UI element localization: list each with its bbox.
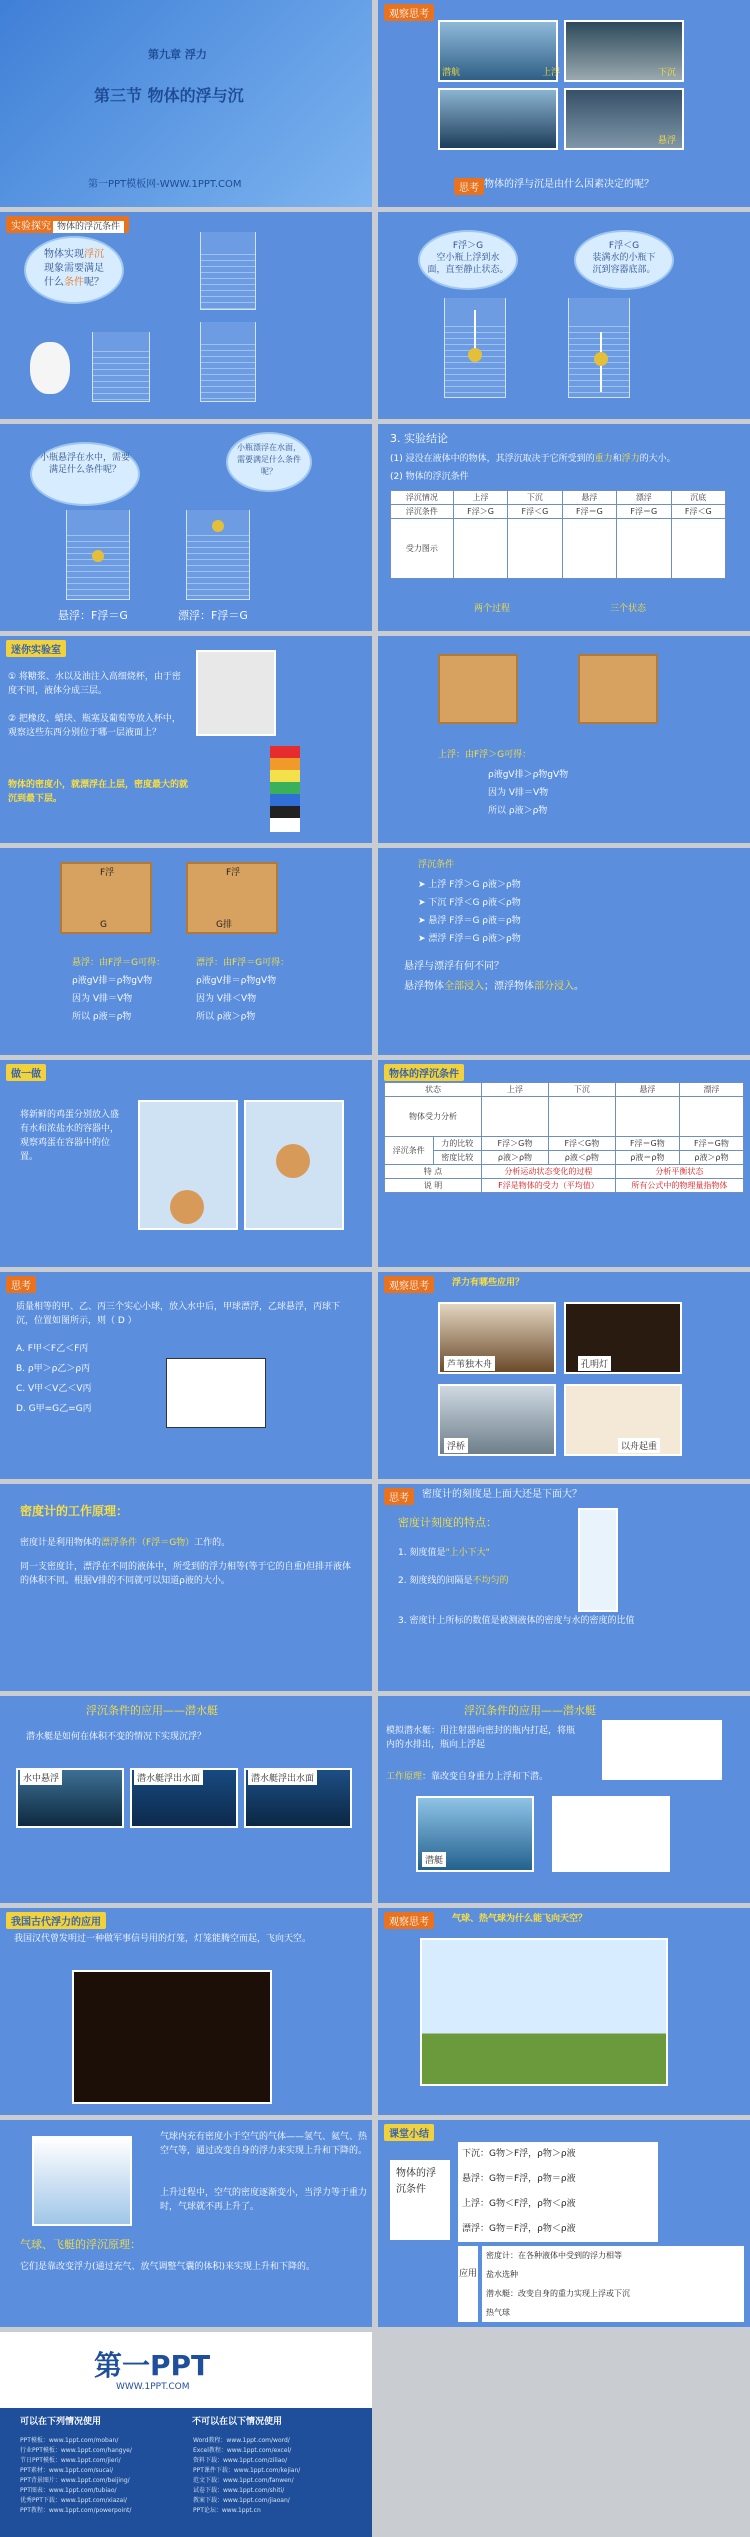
- formula: 因为 V排＝V物: [72, 994, 133, 1004]
- credit-item[interactable]: PPT课件下载：www.1ppt.com/kejian/: [193, 2467, 301, 2474]
- footnote: 三个状态: [610, 604, 647, 614]
- formula: 因为 V排＝V物: [488, 788, 549, 798]
- credit-item[interactable]: PPT素材：www.1ppt.com/sucai/: [20, 2467, 114, 2474]
- derive-title: 漂浮：由F浮＝G可得：: [196, 958, 290, 968]
- app-label: 应用: [458, 2246, 478, 2322]
- slide-title: [0, 0, 372, 207]
- bottle-marker: [212, 520, 224, 532]
- thought-cloud: F浮＞G 空小瓶上浮到水 面，直至静止状态。: [418, 230, 518, 290]
- slide-hydrometer: [0, 1484, 372, 1691]
- slide-minilab: [0, 636, 372, 843]
- beaker: [200, 232, 256, 310]
- paragraph: 将新鲜的鸡蛋分别放入盛有水和浓盐水的容器中，观察鸡蛋在容器中的位置。: [20, 1110, 120, 1162]
- credit-item[interactable]: PPT论坛：www.1ppt.cn: [193, 2507, 261, 2514]
- credit-item[interactable]: PPT教程：www.1ppt.com/powerpoint/: [20, 2507, 132, 2514]
- summary-title: 物体的浮沉条件: [390, 2160, 450, 2240]
- conclusion: 物体的密度小，就漂浮在上层，密度最大的就沉到最下层。: [8, 780, 189, 804]
- photo-label: 潜航: [442, 68, 461, 78]
- slide-heading: 第三节 物体的浮与沉: [94, 86, 244, 105]
- tag: 思考: [6, 1276, 36, 1293]
- summary-row: 潜水艇：改变自身的重力实现上浮或下沉: [486, 2289, 630, 2298]
- thought-cloud: F浮＜G 装满水的小瓶下 沉到容器底部。: [574, 230, 674, 290]
- thought-cloud: 物体实现浮沉 现象需要满足 什么条件呢？: [24, 236, 124, 304]
- formula: 所以 ρ液＝ρ物: [72, 1012, 132, 1022]
- footnote: 两个过程: [474, 604, 511, 614]
- slide-conclusion: [378, 424, 750, 631]
- formula: 所以 ρ液＞ρ物: [196, 1012, 256, 1022]
- option: A. F甲＜F乙＜F丙: [16, 1344, 89, 1354]
- site-url: WWW.1PPT.COM: [116, 2382, 190, 2392]
- diagram: [438, 654, 518, 724]
- summary-row: 盐水选种: [486, 2270, 518, 2279]
- credit-item[interactable]: Excel教程：www.1ppt.com/excel/: [193, 2447, 292, 2454]
- diagram: [602, 1720, 722, 1780]
- slide-float-sink: [378, 212, 750, 419]
- question: 潜水艇是如何在体积不变的情况下实现沉浮？: [26, 1732, 207, 1742]
- paragraph: 工作原理：靠改变自身重力上浮和下潜。: [386, 1772, 549, 1782]
- diagram: [552, 1796, 670, 1872]
- slide-suspend: [0, 424, 372, 631]
- paragraph: (1) 浸没在液体中的物体，其浮沉取决于它所受到的重力和浮力的大小。: [390, 454, 676, 464]
- beaker: [200, 322, 256, 402]
- formula: 悬浮：F浮＝G: [58, 609, 128, 622]
- question: 质量相等的甲、乙、丙三个实心小球，放入水中后，甲球漂浮，乙球悬浮，丙球下沉，位置如图所示，则（ D ）: [16, 1302, 341, 1326]
- slide-suspend-derive: [0, 848, 372, 1055]
- photo-label: 潜水艇浮出水面: [134, 1770, 203, 1785]
- slide-ancient: [0, 1908, 372, 2115]
- diagram: [578, 654, 658, 724]
- question: 物体的浮与沉是由什么因素决定的呢？: [484, 179, 654, 190]
- photo-label: 孔明灯: [578, 1356, 611, 1371]
- photo-label: 水中悬浮: [20, 1770, 62, 1785]
- heading: 浮沉条件: [418, 860, 455, 870]
- paragraph: 密度计是利用物体的漂浮条件（F浮＝G物）工作的。: [20, 1538, 231, 1548]
- photo-label: 潜艇: [422, 1852, 446, 1867]
- force-label: G: [100, 920, 107, 930]
- tag: 观察思考: [384, 1276, 434, 1293]
- summary-row: 悬浮：G物＝F浮，ρ物＝ρ液: [462, 2174, 576, 2184]
- balloon-photo: [32, 2136, 132, 2226]
- derive-title: 悬浮：由F浮＝G可得：: [72, 958, 166, 968]
- chapter-label: 第九章 浮力: [148, 48, 207, 61]
- conclusion-table: 浮沉情况 上浮 下沉 悬浮 漂浮 沉底 浮沉条件 F浮＞G F浮＜G F浮＝G F浮＝G F浮＜G 受力图示: [390, 490, 726, 579]
- slide-credits: [0, 2332, 372, 2537]
- condition-row: ➤ 上浮 F浮＞G ρ液＞ρ物: [418, 880, 521, 890]
- logo: 第一PPT: [94, 2349, 211, 2382]
- force-arrow: [474, 310, 476, 350]
- paragraph: 模拟潜水艇：用注射器向密封的瓶内打起，将瓶内的水排出，瓶向上浮起: [386, 1726, 576, 1750]
- option: D. G甲=G乙=G丙: [16, 1404, 92, 1414]
- slide-hydrometer-scale: [378, 1484, 750, 1691]
- slide-submarine: [0, 1696, 372, 1903]
- formula: 因为 V排＜V物: [196, 994, 257, 1004]
- heading: 密度计刻度的特点：: [398, 1516, 497, 1529]
- beaker: [92, 332, 150, 402]
- condition-table: 状态 上浮 下沉 悬浮 漂浮 物体受力分析 浮沉条件 力的比较 F浮＞G物 F浮＜G物 F浮＝G物 F浮＝G物 密度比较 ρ液＞ρ物 ρ液＜ρ物 ρ液＝ρ物 ρ液＞ρ物 特 点 分析运动状态变化的过程 分析平衡状态 说 明 F浮是物体的受力（平均值） 所有公式中的物理量指物体: [384, 1082, 744, 1193]
- condition-row: ➤ 下沉 F浮＜G ρ液＜ρ物: [418, 898, 521, 908]
- credit-heading: 不可以在以下情况使用: [192, 2417, 283, 2427]
- density-column: [270, 746, 300, 832]
- heading: 气球、热气球为什么能飞向天空？: [452, 1914, 588, 1924]
- slide-submarine-model: [378, 1696, 750, 1903]
- derive-title: 上浮：由F浮＞G可得：: [438, 750, 532, 760]
- paragraph: 气球内充有密度小于空气的气体——氢气、氦气、热空气等，通过改变自身的浮力来实现上升和下降的。: [160, 2132, 368, 2156]
- think-tag: 思考: [454, 178, 484, 195]
- slide-balloons: [378, 1908, 750, 2115]
- credit-item[interactable]: 优秀PPT下载：www.1ppt.com/xiazai/: [20, 2497, 127, 2504]
- summary-row: 密度计：在各种液体中受到的浮力相等: [486, 2251, 622, 2260]
- point: 3. 密度计上所标的数值是被测液体的密度与水的密度的比值: [398, 1616, 635, 1626]
- heading: 浮沉条件的应用——潜水艇: [464, 1704, 596, 1717]
- formula: ρ液gV排＝ρ物gV物: [72, 976, 153, 986]
- diagram: [166, 1358, 266, 1428]
- credit-heading: 可以在下列情况使用: [20, 2417, 102, 2427]
- option: B. ρ甲＞ρ乙＞ρ丙: [16, 1364, 91, 1374]
- thought-cloud: 小瓶漂浮在水面，需要满足什么条件呢？: [226, 432, 312, 492]
- tag: 思考: [384, 1488, 414, 1505]
- slide-observe: [378, 0, 750, 207]
- question: 密度计的刻度是上面大还是下面大？: [422, 1489, 582, 1500]
- slide-rise-derive: [378, 636, 750, 843]
- photo-label: 上浮: [542, 68, 561, 78]
- question: 悬浮与漂浮有何不同？: [404, 961, 504, 972]
- photo-label: 悬浮: [658, 136, 677, 146]
- summary-row: 热气球: [486, 2308, 510, 2317]
- heading: 浮力有哪些应用？: [452, 1278, 525, 1288]
- paragraph: ② 把橡皮、蜡块、瓶塞及葡萄等放入杯中，观察这些东西分别位于哪一层液面上？: [8, 714, 181, 738]
- paragraph: 它们是靠改变浮力(通过充气、放气调整气囊的体积)来实现上升和下降的。: [20, 2262, 316, 2272]
- slide-buoyancy-uses: [378, 1272, 750, 1479]
- heading: 密度计的工作原理：: [20, 1504, 129, 1518]
- credit-item[interactable]: Word教程：www.1ppt.com/word/: [193, 2437, 290, 2444]
- formula: ρ液gV排＞ρ物gV物: [488, 770, 569, 780]
- credit-item[interactable]: 行业PPT模板：www.1ppt.com/hangye/: [20, 2447, 132, 2454]
- beaker: [568, 298, 630, 398]
- credit-item[interactable]: 试卷下载：www.1ppt.com/shiti/: [193, 2487, 285, 2494]
- option: C. V甲＜V乙＜V丙: [16, 1384, 92, 1394]
- credit-list: [20, 2436, 360, 2516]
- point: 1. 刻度值是"上小下大": [398, 1548, 490, 1558]
- tag: 课堂小结: [384, 2124, 434, 2141]
- site-label: 第一PPT模板网-WWW.1PPT.COM: [88, 179, 242, 190]
- summary-conditions: [458, 2142, 658, 2242]
- slide-exercise: [0, 1272, 372, 1479]
- credit-item[interactable]: PPT背景图片：www.1ppt.com/beijing/: [20, 2477, 130, 2484]
- credit-item[interactable]: 节日PPT模板：www.1ppt.com/jieri/: [20, 2457, 121, 2464]
- condition-row: ➤ 漂浮 F浮＝G ρ液＞ρ物: [418, 934, 521, 944]
- slide-condition-table: [378, 1060, 750, 1267]
- tag: 物体的浮沉条件: [384, 1064, 464, 1081]
- heading: 气球、飞艇的浮沉原理：: [20, 2238, 141, 2251]
- submarine-photo: [438, 88, 558, 150]
- photo-label: 以舟起重: [618, 1438, 660, 1453]
- balloon-photo: [420, 1938, 668, 2086]
- tag: 我国古代浮力的应用: [6, 1912, 106, 1929]
- summary-row: 漂浮：G物＝F浮，ρ物＜ρ液: [462, 2224, 576, 2234]
- tag: 实验探究 物体的浮沉条件: [6, 216, 129, 233]
- answer: 悬浮物体全部浸入；漂浮物体部分浸入。: [404, 981, 584, 992]
- credit-item[interactable]: 范文下载：www.1ppt.com/fanwen/: [193, 2477, 294, 2484]
- beaker-photo: [196, 650, 276, 736]
- condition-row: ➤ 悬浮 F浮＝G ρ液＝ρ物: [418, 916, 521, 926]
- paragraph: ① 将糖浆、水以及油注入高细烧杯，由于密度不同，液体分成三层。: [8, 672, 181, 696]
- summary-row: 下沉：G物＞F浮，ρ物＞ρ液: [462, 2149, 576, 2159]
- egg: [276, 1144, 310, 1178]
- photo-label: 下沉: [658, 68, 677, 78]
- paragraph: (2) 物体的浮沉条件: [390, 472, 469, 482]
- slide-summary: [378, 2120, 750, 2327]
- force-label: G排: [216, 920, 232, 930]
- bottle-marker: [92, 550, 104, 562]
- paragraph: 我国汉代曾发明过一种做军事信号用的灯笼，灯笼能腾空而起，飞向天空。: [14, 1934, 312, 1944]
- paragraph: 上升过程中，空气的密度逐渐变小，当浮力等于重力时，气球就不再上升了。: [160, 2188, 368, 2212]
- bottle-marker: [468, 348, 482, 362]
- paragraph: 同一支密度计，漂浮在不同的液体中，所受到的浮力相等(等于它的自重)但排开液体的体积不同。根据V排的不同就可以知道ρ液的大小。: [20, 1562, 352, 1586]
- heading: 浮沉条件的应用——潜水艇: [86, 1704, 218, 1717]
- slide-try: [0, 1060, 372, 1267]
- summary-apps: [482, 2246, 744, 2322]
- credit-item[interactable]: PPT模板：www.1ppt.com/moban/: [20, 2437, 119, 2444]
- summary-row: 上浮：G物＜F浮，ρ物＜ρ液: [462, 2199, 576, 2209]
- egg: [170, 1190, 204, 1224]
- tag: 迷你实验室: [6, 640, 66, 657]
- thought-cloud: 小瓶悬浮在水中，需要满足什么条件呢？: [30, 442, 140, 506]
- force-label: F浮: [226, 868, 241, 878]
- credit-item[interactable]: PPT图表：www.1ppt.com/tubiao/: [20, 2487, 117, 2494]
- point: 2. 刻度线的间隔是不均匀的: [398, 1576, 509, 1586]
- slide-conditions: [378, 848, 750, 1055]
- photo-label: 芦苇独木舟: [444, 1356, 495, 1371]
- cat-mascot: [30, 342, 70, 394]
- formula: ρ液gV排＝ρ物gV物: [196, 976, 277, 986]
- tag: 做一做: [6, 1064, 46, 1081]
- bottle-marker: [594, 352, 608, 366]
- lantern-photo: [72, 1970, 272, 2104]
- formula: 漂浮：F浮＝G: [178, 609, 248, 622]
- photo-label: 潜水艇浮出水面: [248, 1770, 317, 1785]
- hydrometer-figure: [578, 1508, 618, 1612]
- tag: 观察思考: [384, 4, 434, 21]
- slide-balloon-principle: [0, 2120, 372, 2327]
- tag: 观察思考: [384, 1912, 434, 1929]
- credit-item[interactable]: 教案下载：www.1ppt.com/jiaoan/: [193, 2497, 290, 2504]
- force-label: F浮: [100, 868, 115, 878]
- photo-label: 浮桥: [444, 1438, 468, 1453]
- slide-explore: [0, 212, 372, 419]
- heading: 3. 实验结论: [390, 432, 448, 445]
- formula: 所以 ρ液＞ρ物: [488, 806, 548, 816]
- credit-item[interactable]: 资料下载：www.1ppt.com/ziliao/: [193, 2457, 288, 2464]
